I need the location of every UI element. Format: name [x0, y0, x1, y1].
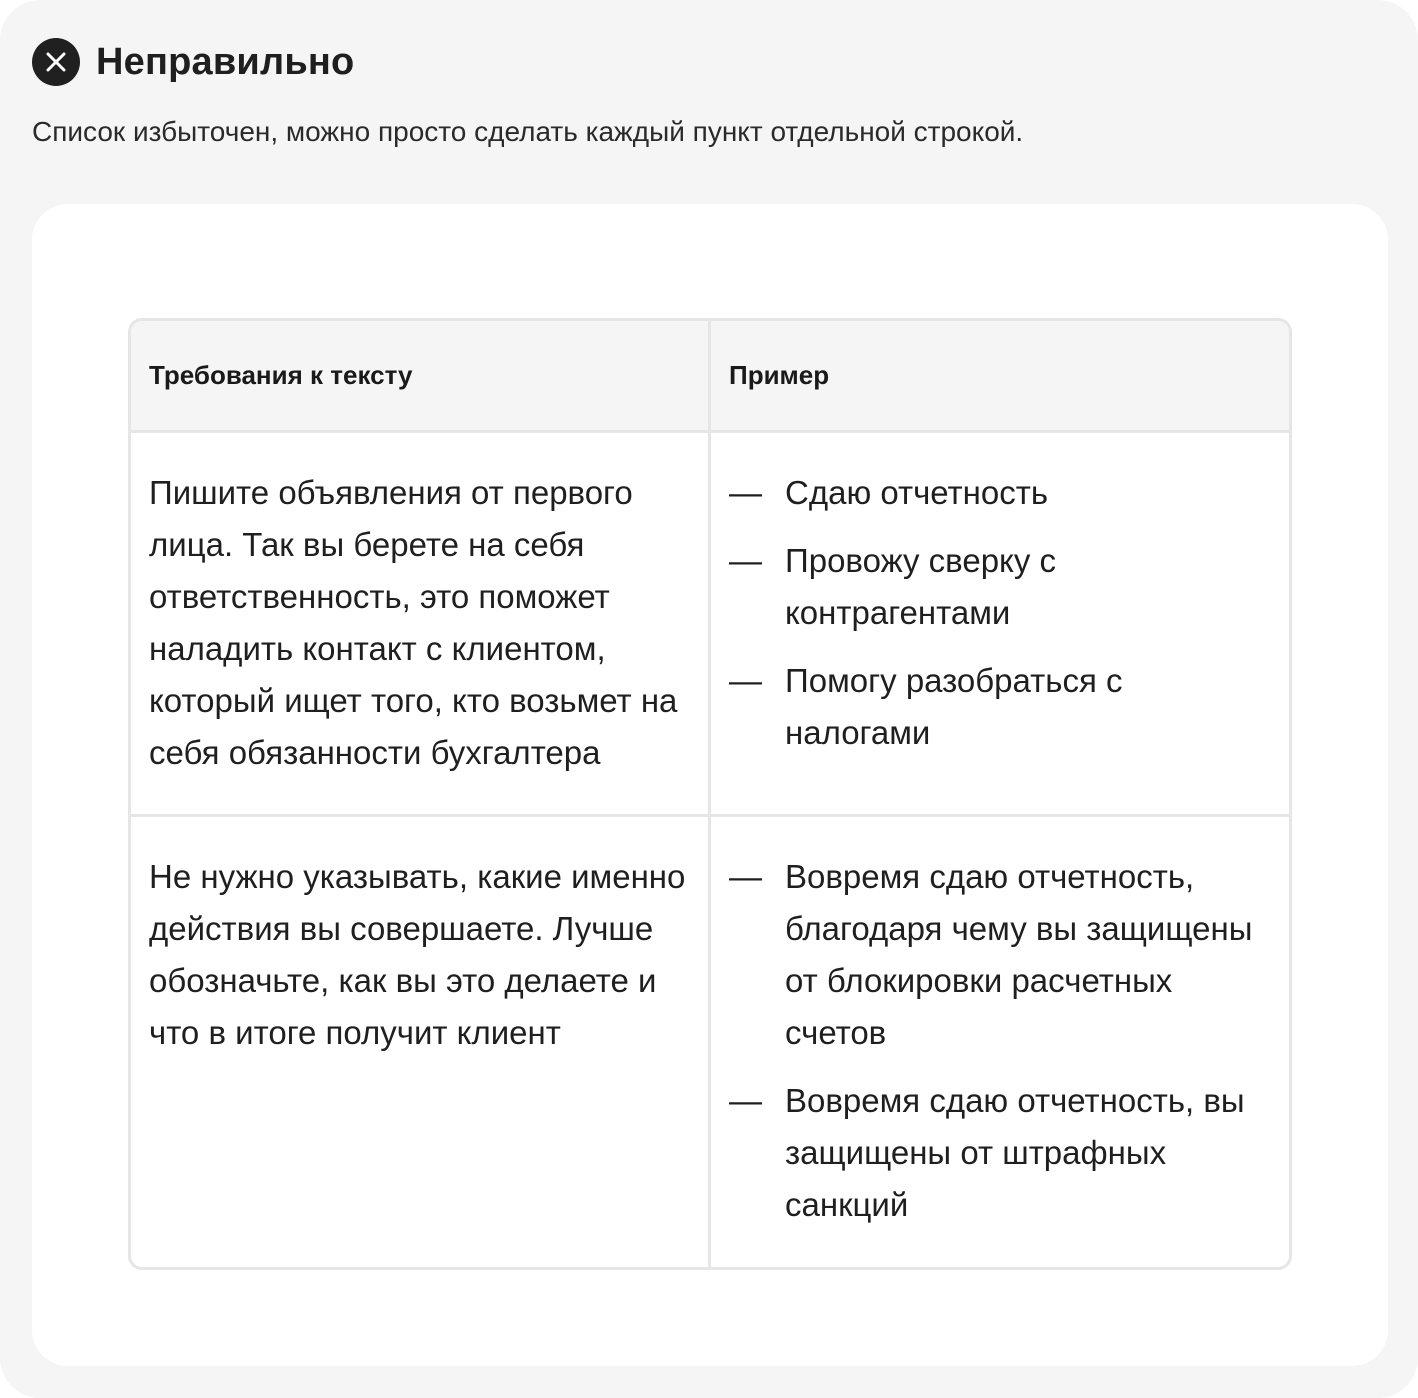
list-item: [729, 851, 1271, 1059]
list-item-text: Вовремя сдаю отчетность, вы защищены от штрафных санкций: [785, 1082, 1245, 1223]
list-item-text: Провожу сверку с контрагентами: [785, 542, 1057, 631]
verdict-description: Список избыточен, можно просто сделать каждый пункт отдельной строкой.: [32, 116, 1024, 147]
list-item-text: Сдаю отчетность: [785, 474, 1049, 511]
requirement-text: Не нужно указывать, какие именно действия вы совершаете. Лучше обозначьте, как вы это делаете и что в итоге получит клиент: [149, 858, 686, 1051]
table-cell-example: [711, 817, 1289, 1267]
dash-marker: —: [729, 1082, 762, 1119]
column-header-example: [711, 321, 1289, 433]
column-header-label: Требования к тексту: [149, 360, 413, 390]
column-header-requirements: [131, 321, 711, 433]
table-cell-requirement: [131, 433, 711, 817]
list-item: [729, 467, 1271, 519]
table-cell-requirement: [131, 817, 711, 1267]
list-item-text: Вовремя сдаю отчетность, благодаря чему вы защищены от блокировки расчетных счетов: [785, 858, 1253, 1051]
list-item: [729, 1075, 1271, 1231]
close-icon: [32, 38, 80, 86]
dash-marker: —: [729, 662, 762, 699]
example-list: [729, 467, 1271, 759]
verdict-title: Неправильно: [96, 41, 355, 83]
list-item: [729, 655, 1271, 759]
dash-marker: —: [729, 542, 762, 579]
requirements-table: [128, 318, 1292, 1270]
verdict-header: [32, 38, 354, 86]
dash-marker: —: [729, 858, 762, 895]
example-list: [729, 851, 1271, 1231]
column-header-label: Пример: [729, 360, 830, 390]
requirement-text: Пишите объявления от первого лица. Так вы берете на себя ответственность, это поможет наладить контакт с клиентом, который ищет того, кто возьмет на себя обязанности бухгалтера: [149, 474, 678, 771]
list-item-text: Помогу разобраться с налогами: [785, 662, 1123, 751]
table-cell-example: [711, 433, 1289, 817]
example-card: [32, 204, 1388, 1366]
list-item: [729, 535, 1271, 639]
dash-marker: —: [729, 474, 762, 511]
